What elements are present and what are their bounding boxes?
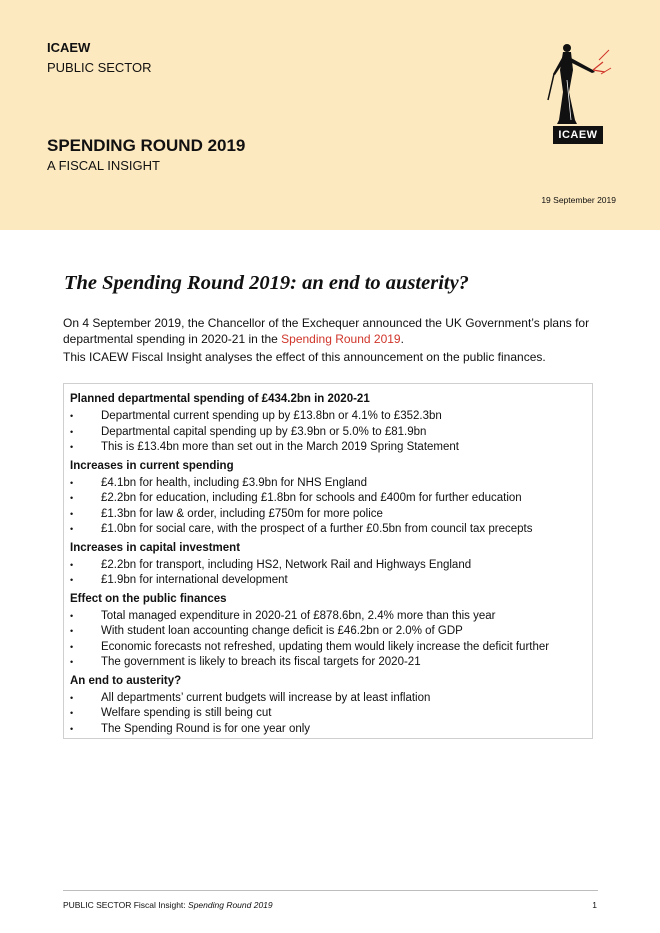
sector-name: PUBLIC SECTOR [47,60,152,75]
summary-box [63,383,593,739]
section-spacer [70,737,586,739]
page-number: 1 [592,900,597,910]
summary-section-heading: An end to austerity? [70,674,182,687]
bullet-text: This is £13.4bn more than set out in the March 2019 Spring Statement [101,441,459,453]
logo-wordmark: ICAEW [553,126,603,144]
summary-box-content [70,391,586,739]
header-banner [0,0,660,230]
bullet-icon: • [70,610,74,621]
summary-bullet-item [70,706,586,722]
summary-bullet-item [70,624,586,640]
bullet-icon: • [70,723,74,734]
summary-bullet-item [70,609,586,625]
bullet-text: All departments’ current budgets will increase by at least inflation [101,691,431,704]
summary-bullet-item [70,507,586,523]
footer-divider [63,890,598,891]
bullet-icon: • [70,524,74,534]
article-headline: The Spending Round 2019: an end to austerity? [64,272,469,294]
intro-text [63,315,603,365]
bullet-icon: • [70,477,74,488]
bullet-icon: • [70,559,74,570]
bullet-icon: • [70,508,74,519]
intro-p1-end: . [400,332,404,346]
footer-text [63,900,273,910]
footer-italic: Spending Round 2019 [188,900,273,910]
summary-bullet-item [70,491,586,507]
intro-paragraph-2: This ICAEW Fiscal Insight analyses the effect of this announcement on the public finances. [63,350,546,364]
summary-bullet-item [70,640,586,656]
spending-round-link[interactable]: Spending Round 2019 [281,332,401,346]
summary-bullet-item [70,691,586,707]
summary-section-heading: Planned departmental spending of £434.2bn in 2020-21 [70,393,370,405]
summary-bullet-item [70,409,586,425]
intro-paragraph-1 [63,315,603,347]
summary-bullet-item [70,522,586,538]
bullet-text: Departmental current spending up by £13.8bn or 4.1% to £352.3bn [101,410,442,422]
bullet-text: £1.3bn for law & order, including £750m for more police [101,507,383,520]
bullet-icon: • [70,442,74,452]
footer-prefix: PUBLIC SECTOR Fiscal Insight: [63,900,189,910]
summary-section-heading: Effect on the public finances [70,592,227,605]
bullet-text: £2.2bn for education, including £1.8bn for schools and £400m for further education [101,492,522,504]
bullet-text: £4.1bn for health, including £3.9bn for NHS England [101,476,367,489]
bullet-icon: • [70,641,74,652]
bullet-text: The Spending Round is for one year only [101,722,311,735]
bullet-text: Economic forecasts not refreshed, updating them would likely increase the deficit further [101,640,550,653]
summary-section-heading: Increases in capital investment [70,541,241,554]
bullet-text: £1.0bn for social care, with the prospect of a further £0.5bn from council tax precepts [101,523,533,535]
summary-bullet-item [70,476,586,492]
summary-section-heading: Increases in current spending [70,459,234,472]
report-title: SPENDING ROUND 2019 [47,136,246,155]
bullet-icon: • [70,426,74,437]
intro-p1-text: On 4 September 2019, the Chancellor of the Exchequer announced the UK Government’s plans for departmental spending in 2020-21 in the [63,316,590,346]
bullet-icon: • [70,626,74,636]
summary-bullet-item [70,655,586,671]
bullet-icon: • [70,708,74,718]
bullet-text: The government is likely to breach its fiscal targets for 2020-21 [101,656,421,668]
bullet-text: Total managed expenditure in 2020-21 of £878.6bn, 2.4% more than this year [101,609,496,622]
bullet-text: Welfare spending is still being cut [101,707,272,719]
bullet-icon: • [70,411,74,421]
report-subtitle: A FISCAL INSIGHT [47,158,160,173]
summary-bullet-item [70,573,586,589]
summary-bullet-item [70,558,586,574]
bullet-text: Departmental capital spending up by £3.9bn or 5.0% to £81.9bn [101,425,427,438]
report-date: 19 September 2019 [541,195,616,205]
bullet-text: £1.9bn for international development [101,574,288,586]
org-name: ICAEW [47,40,91,55]
bullet-icon: • [70,493,74,503]
bullet-icon: • [70,692,74,703]
summary-bullet-item [70,425,586,441]
summary-bullet-item [70,440,586,456]
bullet-text: With student loan accounting change deficit is £46.2bn or 2.0% of GDP [101,625,463,637]
summary-bullet-item [70,722,586,738]
bullet-text: £2.2bn for transport, including HS2, Network Rail and Highways England [101,558,472,571]
bullet-icon: • [70,657,74,667]
bullet-icon: • [70,575,74,585]
